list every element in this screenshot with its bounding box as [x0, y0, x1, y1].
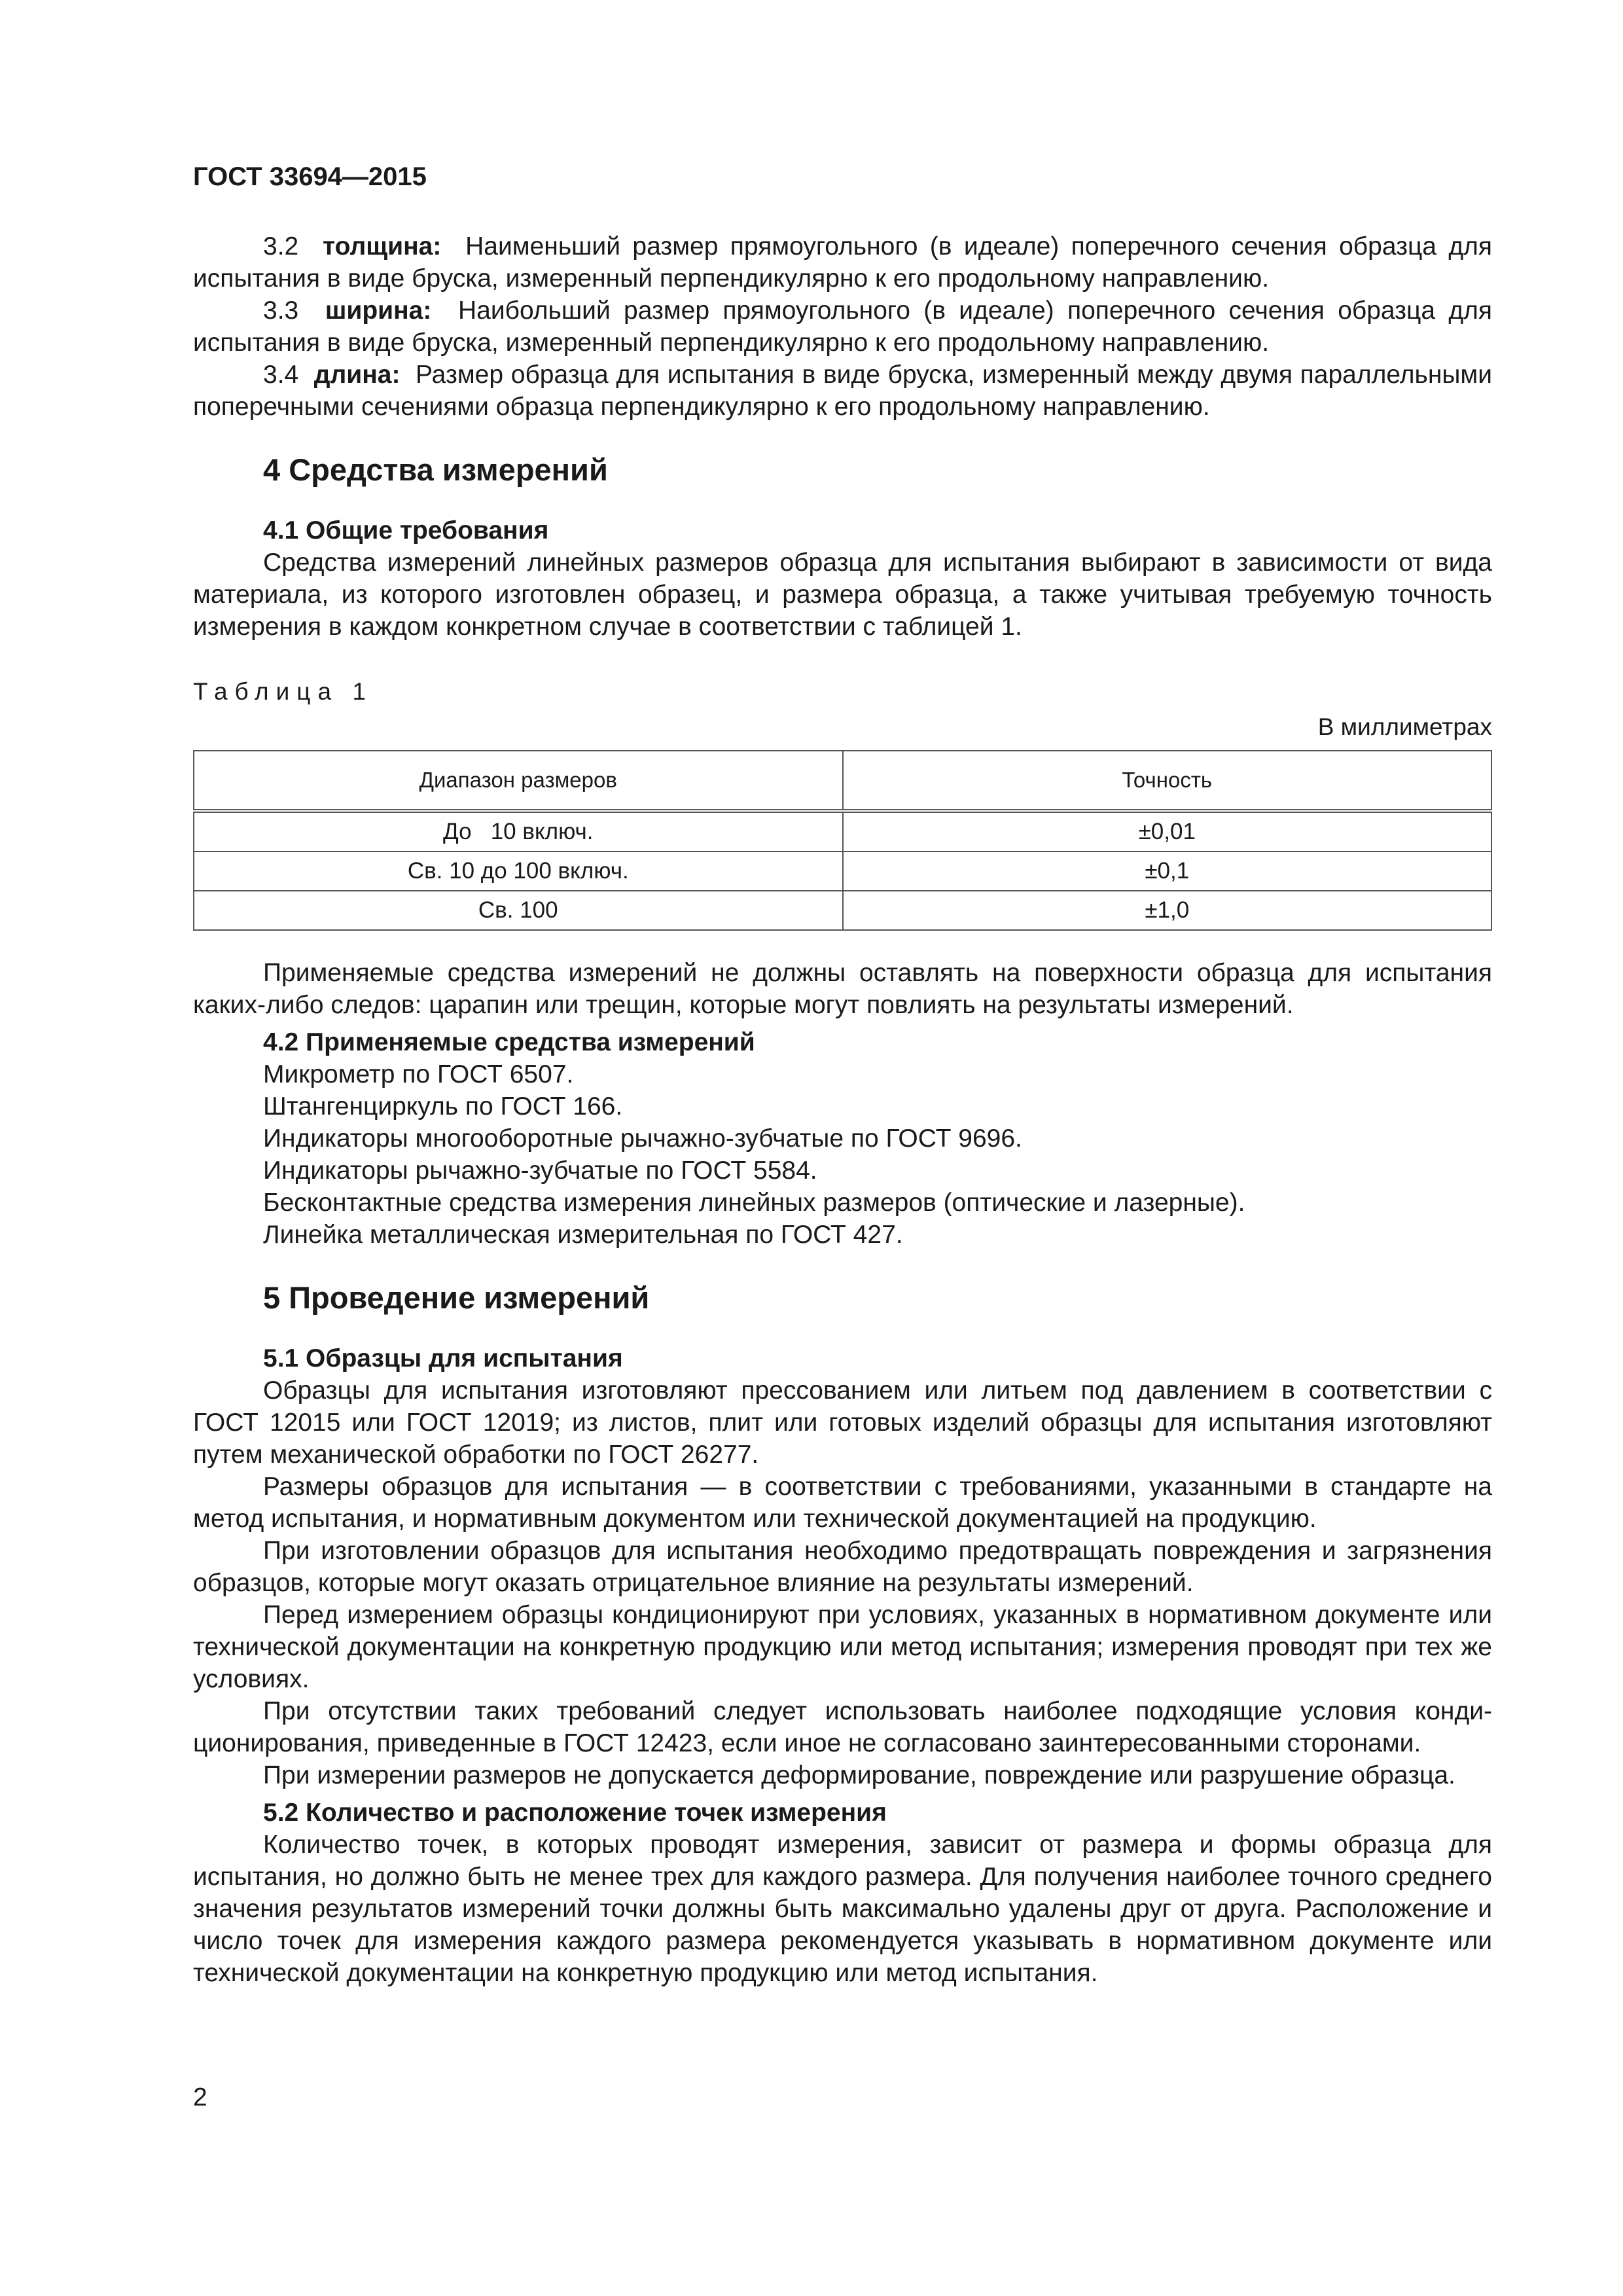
subsection-4-1-heading: 4.1 Общие требования — [263, 516, 549, 545]
list-item: Штангенциркуль по ГОСТ 166. — [263, 1092, 623, 1121]
page-number: 2 — [193, 2083, 207, 2111]
table-cell: Св. 100 — [194, 891, 843, 930]
definition-3-2 — [193, 230, 1492, 295]
table-cell: ±1,0 — [843, 891, 1492, 930]
paragraph: Образцы для испытания изготовляют прессованием или литьем под давлением в соответствии с ГОСТ 12015 или ГОСТ 12019; из листов, плит или готовых изделий образцы для испытания изготовляют путем механической обработки по ГОСТ 26277. — [193, 1376, 1492, 1469]
definition-term: ширина: — [325, 296, 432, 325]
subsection-5-2-text: Количество точек, в которых проводят измерения, зависит от размера и формы образца для испытания, но должно быть не менее трех для каждого размера. Для получения наиболее точного среднего значения результатов измерений точки должны быть максимально удалены друг от друга. Расположение и число точек для измерения каждого размера рекомендуется указывать в нормативном документе или технической документации на конкретную продукцию или метод испытания. — [193, 1831, 1492, 1987]
definition-text: Размер образца для испытания в виде бруска, измеренный между двумя параллельными поперечными сечениями образца перпендикулярно к его продольному направлению. — [193, 361, 1493, 421]
table-unit: В миллиметрах — [1317, 713, 1492, 740]
table-cell: До 10 включ. — [194, 811, 843, 852]
section-5-heading: 5 Проведение измерений — [263, 1280, 650, 1315]
definition-term: длина: — [313, 361, 401, 389]
paragraph: Перед измерением образцы кондиционируют при условиях, указанных в нормативном документе или технической документации на конкретную продукцию или метод испытания; измерения проводят при тех же условиях. — [193, 1601, 1492, 1693]
table-header-cell: Точность — [843, 751, 1492, 811]
instruments-list — [193, 1058, 1492, 1251]
table-cell: Св. 10 до 100 включ. — [194, 852, 843, 891]
accuracy-table — [193, 750, 1492, 931]
subsection-4-1-text: Средства измерений линейных размеров образца для испытания выбирают в зависимости от вида материала, из которого изготовлен образец, и размера образца, а также учитывая требуемую точность измерения в каждом конкретном случае в соответствии с таблицей 1. — [193, 548, 1492, 641]
paragraph: При отсутствии таких требований следует использовать наиболее подходящие условия кондиционирования, приведенные в ГОСТ 12423, если иное не согласовано заинтересованными сторонами. — [193, 1697, 1492, 1757]
definition-number: 3.2 — [263, 232, 299, 260]
definition-3-4 — [193, 359, 1492, 423]
list-item: Индикаторы многооборотные рычажно-зубчатые по ГОСТ 9696. — [263, 1124, 1022, 1153]
paragraph: Размеры образцов для испытания — в соответствии с требованиями, указанными в стандарте на метод испытания, и нормативным документом или технической документацией на продукцию. — [193, 1473, 1492, 1533]
definition-number: 3.3 — [263, 296, 299, 325]
table-header-row — [194, 751, 1491, 811]
table-header-cell: Диапазон размеров — [194, 751, 843, 811]
definition-3-3 — [193, 295, 1492, 359]
table-row — [194, 811, 1491, 852]
paragraph: При изготовлении образцов для испытания необходимо предотвращать повреждения и загрязнения образцов, которые могут оказать отрицательное влияние на результаты измерений. — [193, 1537, 1492, 1597]
definitions-section — [193, 230, 1492, 423]
list-item: Индикаторы рычажно-зубчатые по ГОСТ 5584. — [263, 1157, 817, 1185]
table-row — [194, 891, 1491, 930]
list-item: Линейка металлическая измерительная по ГОСТ 427. — [263, 1221, 903, 1249]
table-cell: ±0,1 — [843, 852, 1492, 891]
section-4-heading: 4 Средства измерений — [263, 452, 608, 487]
definition-text: Наименьший размер прямоугольного (в идеале) поперечного сечения образца для испытания в виде бруска, измеренный перпендикулярно к его продольному направлению. — [193, 232, 1493, 293]
after-table-text: Применяемые средства измерений не должны оставлять на поверхности образца для испытания каких-либо следов: царапин или трещин, которые могут повлиять на результаты измерений. — [193, 959, 1492, 1019]
paragraph: При измерении размеров не допускается деформирование, повреждение или разрушение образца. — [263, 1761, 1455, 1789]
definition-text: Наибольший размер прямоугольного (в идеале) поперечного сечения образца для испытания в виде бруска, измеренный перпендикулярно к его продольному направлению. — [193, 296, 1493, 357]
list-item: Бесконтактные средства измерения линейных размеров (оптические и лазерные). — [263, 1189, 1245, 1217]
standard-code: ГОСТ 33694—2015 — [193, 162, 427, 191]
subsection-5-1-heading: 5.1 Образцы для испытания — [263, 1344, 623, 1372]
table-caption: Таблица 1 — [193, 678, 373, 705]
definition-term: толщина: — [323, 232, 442, 260]
page-content — [193, 230, 1492, 1989]
subsection-4-2-heading: 4.2 Применяемые средства измерений — [263, 1028, 755, 1056]
list-item: Микрометр по ГОСТ 6507. — [263, 1060, 574, 1088]
definition-number: 3.4 — [263, 361, 299, 389]
table-row — [194, 852, 1491, 891]
subsection-5-2-heading: 5.2 Количество и расположение точек измерения — [263, 1799, 887, 1827]
table-cell: ±0,01 — [843, 811, 1492, 852]
